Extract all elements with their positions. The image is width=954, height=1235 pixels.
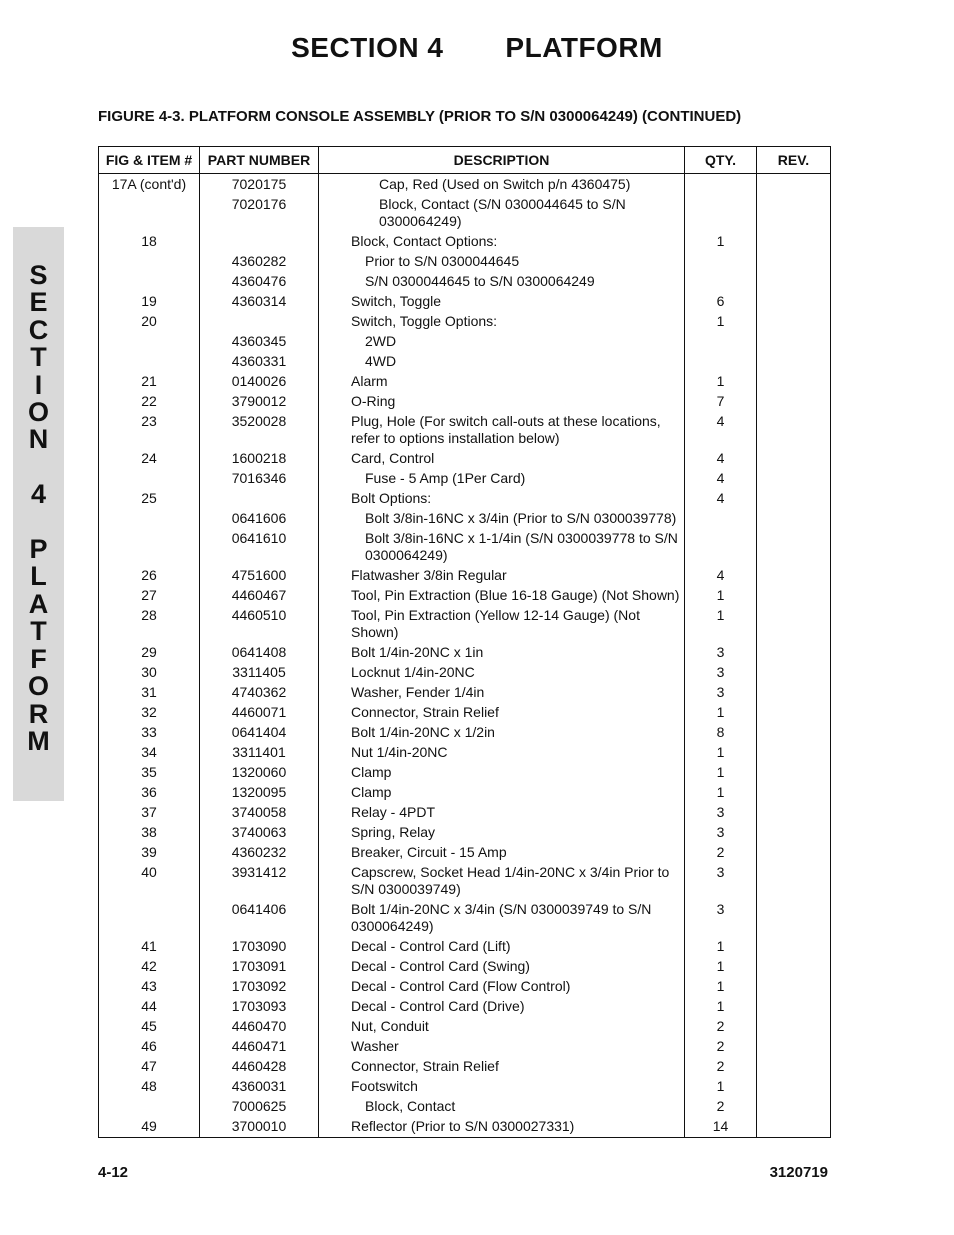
- part-number-cell: 1703093: [200, 996, 319, 1016]
- table-row: [99, 936, 831, 956]
- col-header-rev: REV.: [757, 147, 831, 174]
- item-cell: [99, 351, 200, 371]
- description-cell: Bolt 3/8in-16NC x 1-1/4in (S/N 0300039778 to S/N 0300064249): [319, 528, 685, 565]
- table-row: [99, 174, 831, 195]
- part-number-cell: [200, 311, 319, 331]
- qty-cell: 1: [685, 782, 757, 802]
- rev-cell: [757, 371, 831, 391]
- table-row: [99, 411, 831, 448]
- description-cell: Decal - Control Card (Swing): [319, 956, 685, 976]
- part-number-cell: 3520028: [200, 411, 319, 448]
- qty-cell: 4: [685, 565, 757, 585]
- side-tab-letter: P: [29, 534, 48, 565]
- col-header-qty: QTY.: [685, 147, 757, 174]
- qty-cell: 2: [685, 1036, 757, 1056]
- part-number-cell: 1320060: [200, 762, 319, 782]
- qty-cell: [685, 331, 757, 351]
- item-cell: 43: [99, 976, 200, 996]
- side-tab-letter: C: [28, 314, 49, 345]
- item-cell: 29: [99, 642, 200, 662]
- table-row: [99, 391, 831, 411]
- part-number-cell: 7016346: [200, 468, 319, 488]
- description-cell: Alarm: [319, 371, 685, 391]
- part-number-cell: 0140026: [200, 371, 319, 391]
- qty-cell: 4: [685, 448, 757, 468]
- qty-cell: 2: [685, 1096, 757, 1116]
- rev-cell: [757, 174, 831, 195]
- rev-cell: [757, 642, 831, 662]
- item-cell: 21: [99, 371, 200, 391]
- table-row: [99, 1056, 831, 1076]
- rev-cell: [757, 251, 831, 271]
- item-cell: 39: [99, 842, 200, 862]
- item-cell: [99, 271, 200, 291]
- rev-cell: [757, 976, 831, 996]
- item-cell: 20: [99, 311, 200, 331]
- table-row: [99, 682, 831, 702]
- item-cell: 32: [99, 702, 200, 722]
- item-cell: 23: [99, 411, 200, 448]
- description-cell: Nut, Conduit: [319, 1016, 685, 1036]
- side-tab-letter: 4: [30, 479, 47, 510]
- rev-cell: [757, 782, 831, 802]
- qty-cell: 4: [685, 468, 757, 488]
- item-cell: [99, 194, 200, 231]
- rev-cell: [757, 468, 831, 488]
- description-cell: Cap, Red (Used on Switch p/n 4360475): [319, 174, 685, 195]
- part-number-cell: 1600218: [200, 448, 319, 468]
- qty-cell: [685, 528, 757, 565]
- qty-cell: 1: [685, 1076, 757, 1096]
- qty-cell: 3: [685, 822, 757, 842]
- part-number-cell: 4360282: [200, 251, 319, 271]
- qty-cell: 7: [685, 391, 757, 411]
- qty-cell: 1: [685, 231, 757, 251]
- item-cell: 46: [99, 1036, 200, 1056]
- part-number-cell: 7020176: [200, 194, 319, 231]
- table-row: [99, 1016, 831, 1036]
- part-number-cell: 0641606: [200, 508, 319, 528]
- description-cell: Clamp: [319, 762, 685, 782]
- qty-cell: 1: [685, 371, 757, 391]
- item-cell: 47: [99, 1056, 200, 1076]
- table-row: [99, 371, 831, 391]
- table-row: [99, 1076, 831, 1096]
- part-number-cell: 1320095: [200, 782, 319, 802]
- item-cell: 28: [99, 605, 200, 642]
- rev-cell: [757, 291, 831, 311]
- rev-cell: [757, 194, 831, 231]
- table-row: [99, 488, 831, 508]
- item-cell: 18: [99, 231, 200, 251]
- qty-cell: 14: [685, 1116, 757, 1138]
- qty-cell: 1: [685, 742, 757, 762]
- description-cell: Capscrew, Socket Head 1/4in-20NC x 3/4in Prior to S/N 0300039749): [319, 862, 685, 899]
- description-cell: Flatwasher 3/8in Regular: [319, 565, 685, 585]
- part-number-cell: 4360331: [200, 351, 319, 371]
- item-cell: 36: [99, 782, 200, 802]
- qty-cell: [685, 271, 757, 291]
- col-header-part: PART NUMBER: [200, 147, 319, 174]
- part-number-cell: 1703092: [200, 976, 319, 996]
- side-tab-letter: A: [28, 588, 49, 619]
- qty-cell: [685, 508, 757, 528]
- description-cell: Breaker, Circuit - 15 Amp: [319, 842, 685, 862]
- rev-cell: [757, 448, 831, 468]
- rev-cell: [757, 842, 831, 862]
- description-cell: Bolt 1/4in-20NC x 1in: [319, 642, 685, 662]
- item-cell: 41: [99, 936, 200, 956]
- qty-cell: 4: [685, 488, 757, 508]
- qty-cell: 2: [685, 842, 757, 862]
- table-row: [99, 822, 831, 842]
- qty-cell: 1: [685, 702, 757, 722]
- table-row: [99, 251, 831, 271]
- qty-cell: 1: [685, 762, 757, 782]
- rev-cell: [757, 742, 831, 762]
- table-row: [99, 311, 831, 331]
- side-tab-letter: [13, 454, 64, 481]
- rev-cell: [757, 508, 831, 528]
- rev-cell: [757, 1076, 831, 1096]
- table-row: [99, 702, 831, 722]
- qty-cell: 1: [685, 311, 757, 331]
- part-number-cell: 4751600: [200, 565, 319, 585]
- description-cell: 2WD: [319, 331, 685, 351]
- side-tab-letter: N: [28, 424, 49, 455]
- item-cell: [99, 1096, 200, 1116]
- part-number-cell: 4360031: [200, 1076, 319, 1096]
- part-number-cell: 4460467: [200, 585, 319, 605]
- part-number-cell: 4460470: [200, 1016, 319, 1036]
- page-header: [0, 32, 954, 64]
- qty-cell: 3: [685, 899, 757, 936]
- page-number: 4-12: [98, 1164, 129, 1181]
- item-cell: 35: [99, 762, 200, 782]
- table-row: [99, 448, 831, 468]
- item-cell: 24: [99, 448, 200, 468]
- rev-cell: [757, 1116, 831, 1138]
- table-row: [99, 642, 831, 662]
- qty-cell: 3: [685, 662, 757, 682]
- table-row: [99, 508, 831, 528]
- part-number-cell: 0641408: [200, 642, 319, 662]
- qty-cell: 3: [685, 682, 757, 702]
- part-number-cell: 4360476: [200, 271, 319, 291]
- part-number-cell: 3931412: [200, 862, 319, 899]
- description-cell: O-Ring: [319, 391, 685, 411]
- figure-title: FIGURE 4-3. PLATFORM CONSOLE ASSEMBLY (PRIOR TO S/N 0300064249) (CONTINUED): [98, 108, 742, 125]
- side-tab-letter: [13, 509, 64, 536]
- table-row: [99, 331, 831, 351]
- description-cell: Bolt 1/4in-20NC x 3/4in (S/N 0300039749 to S/N 0300064249): [319, 899, 685, 936]
- description-cell: S/N 0300044645 to S/N 0300064249: [319, 271, 685, 291]
- table-row: [99, 976, 831, 996]
- part-number-cell: [200, 231, 319, 251]
- description-cell: Bolt 1/4in-20NC x 1/2in: [319, 722, 685, 742]
- side-tab-letter: I: [34, 369, 43, 400]
- item-cell: 26: [99, 565, 200, 585]
- side-tab-letter: M: [27, 725, 50, 756]
- part-number-cell: 1703091: [200, 956, 319, 976]
- part-number-cell: 3740063: [200, 822, 319, 842]
- qty-cell: 1: [685, 936, 757, 956]
- rev-cell: [757, 1056, 831, 1076]
- item-cell: 37: [99, 802, 200, 822]
- section-title: PLATFORM: [505, 32, 663, 63]
- item-cell: 25: [99, 488, 200, 508]
- item-cell: 48: [99, 1076, 200, 1096]
- qty-cell: 2: [685, 1016, 757, 1036]
- rev-cell: [757, 351, 831, 371]
- table-row: [99, 351, 831, 371]
- table-row: [99, 842, 831, 862]
- description-cell: Connector, Strain Relief: [319, 702, 685, 722]
- description-cell: Decal - Control Card (Drive): [319, 996, 685, 1016]
- item-cell: [99, 331, 200, 351]
- table-row: [99, 956, 831, 976]
- item-cell: 34: [99, 742, 200, 762]
- part-number-cell: 4360345: [200, 331, 319, 351]
- qty-cell: 1: [685, 976, 757, 996]
- part-number-cell: 3311405: [200, 662, 319, 682]
- part-number-cell: 4460471: [200, 1036, 319, 1056]
- rev-cell: [757, 1016, 831, 1036]
- rev-cell: [757, 862, 831, 899]
- item-cell: [99, 899, 200, 936]
- item-cell: [99, 508, 200, 528]
- rev-cell: [757, 722, 831, 742]
- description-cell: Tool, Pin Extraction (Blue 16-18 Gauge) (Not Shown): [319, 585, 685, 605]
- description-cell: Switch, Toggle: [319, 291, 685, 311]
- item-cell: 19: [99, 291, 200, 311]
- col-header-item: FIG & ITEM #: [99, 147, 200, 174]
- description-cell: Block, Contact Options:: [319, 231, 685, 251]
- description-cell: Locknut 1/4in-20NC: [319, 662, 685, 682]
- part-number-cell: 4460510: [200, 605, 319, 642]
- side-tab-letters: [13, 262, 64, 755]
- table-row: [99, 565, 831, 585]
- item-cell: 27: [99, 585, 200, 605]
- qty-cell: 3: [685, 642, 757, 662]
- qty-cell: 4: [685, 411, 757, 448]
- description-cell: Spring, Relay: [319, 822, 685, 842]
- table-row: [99, 528, 831, 565]
- qty-cell: [685, 194, 757, 231]
- description-cell: Plug, Hole (For switch call-outs at these locations, refer to options installation below): [319, 411, 685, 448]
- qty-cell: 2: [685, 1056, 757, 1076]
- document-number: 3120719: [769, 1164, 828, 1181]
- rev-cell: [757, 528, 831, 565]
- rev-cell: [757, 1036, 831, 1056]
- rev-cell: [757, 762, 831, 782]
- rev-cell: [757, 802, 831, 822]
- table-row: [99, 585, 831, 605]
- table-header-row: [99, 147, 831, 174]
- table-row: [99, 1096, 831, 1116]
- description-cell: Washer: [319, 1036, 685, 1056]
- qty-cell: 1: [685, 605, 757, 642]
- part-number-cell: 4360232: [200, 842, 319, 862]
- qty-cell: 6: [685, 291, 757, 311]
- table-row: [99, 862, 831, 899]
- rev-cell: [757, 956, 831, 976]
- rev-cell: [757, 488, 831, 508]
- side-tab-letter: O: [27, 397, 49, 428]
- description-cell: Clamp: [319, 782, 685, 802]
- item-cell: 49: [99, 1116, 200, 1138]
- section-number: SECTION 4: [291, 32, 444, 63]
- side-tab-letter: O: [27, 671, 49, 702]
- rev-cell: [757, 231, 831, 251]
- table-row: [99, 194, 831, 231]
- description-cell: 4WD: [319, 351, 685, 371]
- side-tab-letter: E: [29, 287, 48, 318]
- rev-cell: [757, 585, 831, 605]
- part-number-cell: 3790012: [200, 391, 319, 411]
- description-cell: Card, Control: [319, 448, 685, 468]
- part-number-cell: 4740362: [200, 682, 319, 702]
- part-number-cell: 3311401: [200, 742, 319, 762]
- qty-cell: 3: [685, 802, 757, 822]
- item-cell: 31: [99, 682, 200, 702]
- qty-cell: [685, 351, 757, 371]
- item-cell: 40: [99, 862, 200, 899]
- side-tab-letter: T: [30, 342, 47, 373]
- description-cell: Relay - 4PDT: [319, 802, 685, 822]
- rev-cell: [757, 899, 831, 936]
- rev-cell: [757, 936, 831, 956]
- part-number-cell: 4460071: [200, 702, 319, 722]
- item-cell: 33: [99, 722, 200, 742]
- part-number-cell: 4460428: [200, 1056, 319, 1076]
- part-number-cell: 4360314: [200, 291, 319, 311]
- description-cell: Decal - Control Card (Lift): [319, 936, 685, 956]
- section-side-tab: [13, 227, 64, 801]
- side-tab-letter: R: [28, 698, 49, 729]
- item-cell: 17A (cont'd): [99, 174, 200, 195]
- part-number-cell: 1703090: [200, 936, 319, 956]
- table-row: [99, 782, 831, 802]
- qty-cell: 3: [685, 862, 757, 899]
- part-number-cell: 0641404: [200, 722, 319, 742]
- part-number-cell: 3700010: [200, 1116, 319, 1138]
- description-cell: Reflector (Prior to S/N 0300027331): [319, 1116, 685, 1138]
- rev-cell: [757, 391, 831, 411]
- table-row: [99, 1036, 831, 1056]
- part-number-cell: 0641610: [200, 528, 319, 565]
- part-number-cell: 3740058: [200, 802, 319, 822]
- rev-cell: [757, 271, 831, 291]
- description-cell: Decal - Control Card (Flow Control): [319, 976, 685, 996]
- part-number-cell: 7000625: [200, 1096, 319, 1116]
- rev-cell: [757, 411, 831, 448]
- description-cell: Block, Contact: [319, 1096, 685, 1116]
- table-row: [99, 291, 831, 311]
- rev-cell: [757, 702, 831, 722]
- rev-cell: [757, 331, 831, 351]
- item-cell: [99, 528, 200, 565]
- description-cell: Fuse - 5 Amp (1Per Card): [319, 468, 685, 488]
- parts-table: [98, 146, 831, 1138]
- rev-cell: [757, 662, 831, 682]
- item-cell: 38: [99, 822, 200, 842]
- item-cell: 42: [99, 956, 200, 976]
- qty-cell: 1: [685, 585, 757, 605]
- rev-cell: [757, 822, 831, 842]
- description-cell: Footswitch: [319, 1076, 685, 1096]
- description-cell: Switch, Toggle Options:: [319, 311, 685, 331]
- description-cell: Block, Contact (S/N 0300044645 to S/N 0300064249): [319, 194, 685, 231]
- item-cell: [99, 468, 200, 488]
- description-cell: Prior to S/N 0300044645: [319, 251, 685, 271]
- qty-cell: 1: [685, 996, 757, 1016]
- table-row: [99, 271, 831, 291]
- qty-cell: 1: [685, 956, 757, 976]
- table-row: [99, 468, 831, 488]
- part-number-cell: 0641406: [200, 899, 319, 936]
- side-tab-letter: F: [30, 643, 47, 674]
- description-cell: Connector, Strain Relief: [319, 1056, 685, 1076]
- table-row: [99, 899, 831, 936]
- table-row: [99, 1116, 831, 1138]
- side-tab-letter: L: [30, 561, 47, 592]
- item-cell: 22: [99, 391, 200, 411]
- table-row: [99, 605, 831, 642]
- description-cell: Washer, Fender 1/4in: [319, 682, 685, 702]
- table-row: [99, 231, 831, 251]
- item-cell: 45: [99, 1016, 200, 1036]
- description-cell: Bolt Options:: [319, 488, 685, 508]
- table-row: [99, 762, 831, 782]
- table-body: [99, 174, 831, 1138]
- item-cell: [99, 251, 200, 271]
- rev-cell: [757, 605, 831, 642]
- qty-cell: [685, 251, 757, 271]
- rev-cell: [757, 996, 831, 1016]
- table-row: [99, 662, 831, 682]
- table-row: [99, 802, 831, 822]
- qty-cell: 8: [685, 722, 757, 742]
- description-cell: Bolt 3/8in-16NC x 3/4in (Prior to S/N 0300039778): [319, 508, 685, 528]
- rev-cell: [757, 682, 831, 702]
- side-tab-letter: T: [30, 616, 47, 647]
- description-cell: Nut 1/4in-20NC: [319, 742, 685, 762]
- item-cell: 30: [99, 662, 200, 682]
- description-cell: Tool, Pin Extraction (Yellow 12-14 Gauge) (Not Shown): [319, 605, 685, 642]
- col-header-description: DESCRIPTION: [319, 147, 685, 174]
- part-number-cell: 7020175: [200, 174, 319, 195]
- side-tab-letter: S: [29, 260, 48, 290]
- table-row: [99, 996, 831, 1016]
- table-row: [99, 722, 831, 742]
- rev-cell: [757, 1096, 831, 1116]
- rev-cell: [757, 311, 831, 331]
- qty-cell: [685, 174, 757, 195]
- item-cell: 44: [99, 996, 200, 1016]
- part-number-cell: [200, 488, 319, 508]
- table-row: [99, 742, 831, 762]
- rev-cell: [757, 565, 831, 585]
